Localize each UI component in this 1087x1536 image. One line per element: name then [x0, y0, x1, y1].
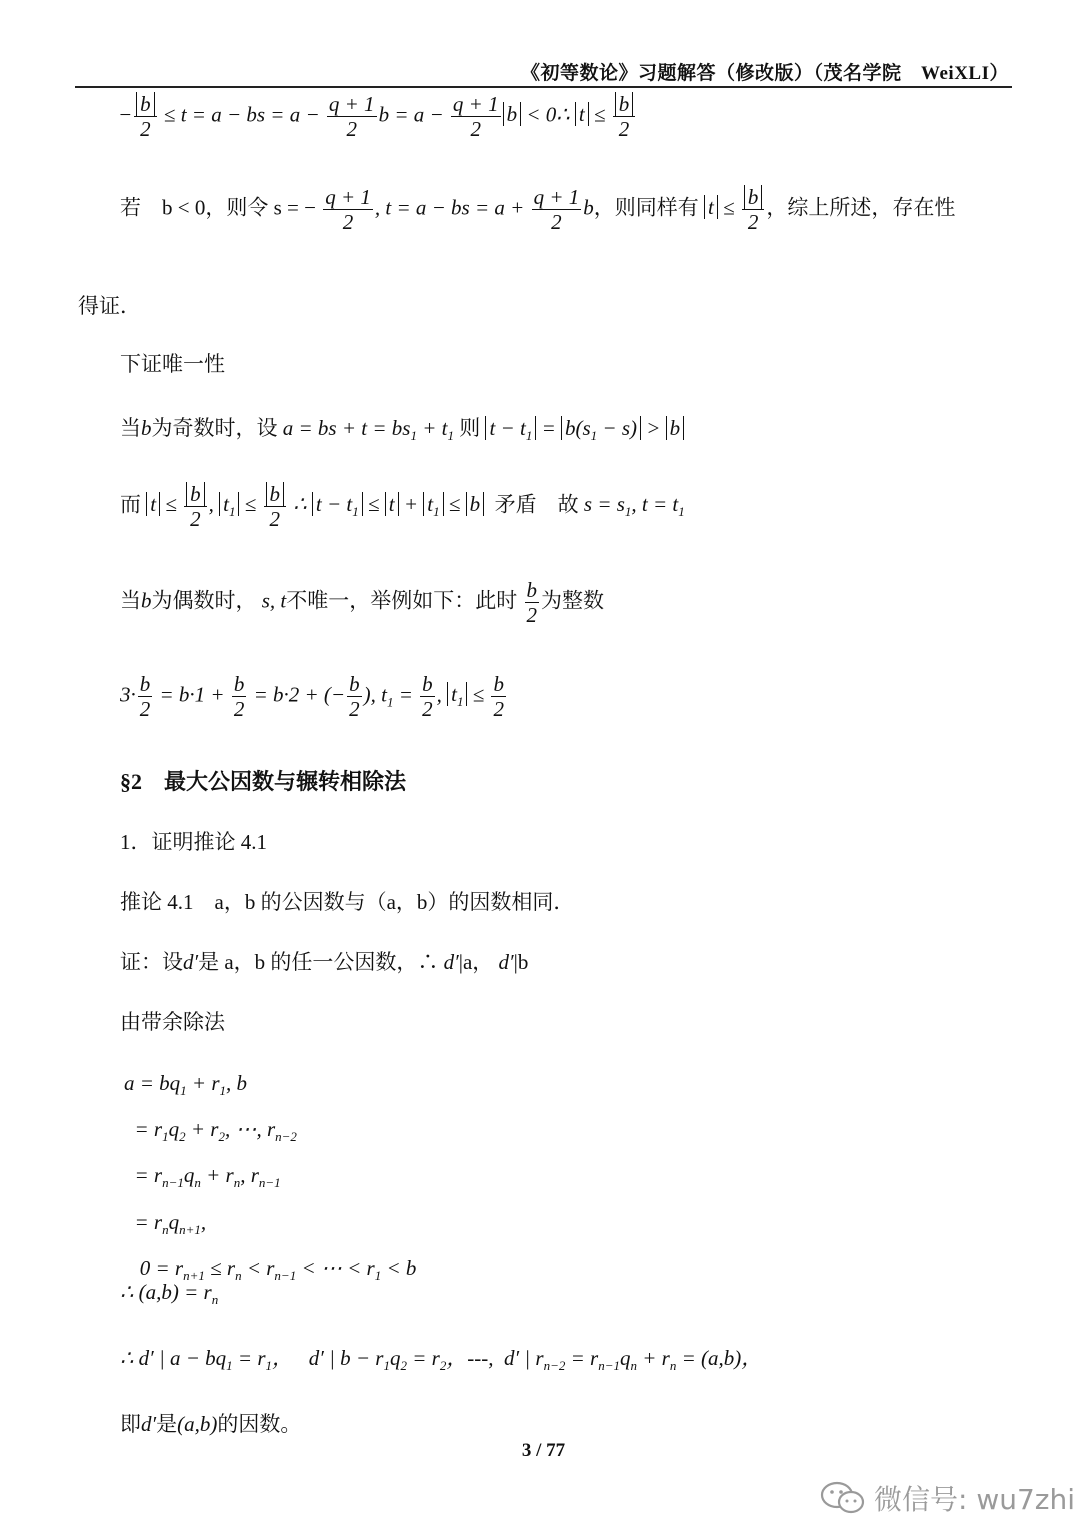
watermark-text: 微信号: wu7zhi: [874, 1483, 1076, 1516]
corollary-statement: 推论 4.1 a，b 的公因数与（a，b）的因数相同．: [120, 890, 575, 914]
divisibility-chain: ∴ d′ | $a - bq_1 = r_1$， d′ | $b - r_1q_2 = r_2$，---, d′ | $r_{n-2} = r_{n-1}q_n + r_n = (a,b)$，: [120, 1346, 763, 1374]
gcd-line: ∴ $(a,b) = r_n$: [120, 1280, 219, 1308]
page-header: 《初等数论》习题解答（修改版）（茂名学院 WeiXLI）: [521, 63, 1009, 84]
wechat-icon: [820, 1481, 866, 1515]
equation-line-8: 3· $\frac{b}{2}$ = b·1 + $\frac{b}{2}$ = b·2 + (− $\frac{b}{2}$ ), $t_1$ = $\frac{b}{2}$ , $t_1$ ≤ $\frac{b}{2}$: [120, 672, 504, 722]
exercise-item-1: 1．证明推论 4.1: [120, 830, 267, 854]
page-number: 3 / 77: [521, 1440, 566, 1461]
equation-line-7: 当b为偶数时， s, t不唯一，举例如下：此时 $\frac{b}{2}$ 为整数: [120, 578, 605, 628]
equation-line-2: 若 b < 0，则令 s = − $\frac{q + 1}{2}$ , t = a − bs = a + $\frac{q + 1}{2}$ b，则同样有 t ≤ $\frac{b}{2}$ ，综上所述，存在性: [120, 185, 956, 235]
watermark: [820, 1478, 1075, 1518]
text-line-3: 得证．: [78, 294, 141, 318]
equation-line-1: − $\frac{b}{2}$ ≤ t = a − bs = a − $\frac{q + 1}{2}$ b = a − $\frac{q + 1}{2}$ b < 0∴ t ≤ $\frac{b}{2}$: [118, 92, 637, 141]
euclid-equation-block: $a = bq_1 + r_1$, b = $r_1q_2 + r_2$, ⋯, $r_{n-2}$ = $r_{n-1}q_n + r_n$, $r_{n-1}$ = $r_nq_{n+1}$, $0 = r_{n+1} \le r_n < r_{n-1}$ < ⋯ < $r_1 < b$: [124, 1071, 417, 1283]
equation-line-5: 当b为奇数时，设 a = bs + $t = bs_1 + t_1$ 则 $t - t_1 = b(s_1 - s) > b$: [120, 412, 684, 444]
section-heading: §2 最大公因数与辗转相除法: [120, 769, 407, 794]
equation-line-6: 而 t ≤ $\frac{b}{2}$ , $t_1$ ≤ $\frac{b}{2}$ ∴ $t - t_1 \le t + t_1 \le b$ 矛盾 故 $s = s_1$, $t = t_1$: [120, 482, 685, 532]
text-line-4: 下证唯一性: [120, 352, 225, 376]
conclusion-line: 即d′是(a,b)的因数。: [120, 1412, 302, 1436]
proof-line: 证：设d′是 a，b 的任一公因数，∴ d′|a， d′|b: [120, 950, 529, 974]
division-line: 由带余除法: [120, 1010, 225, 1034]
header-rule: [75, 86, 1012, 88]
